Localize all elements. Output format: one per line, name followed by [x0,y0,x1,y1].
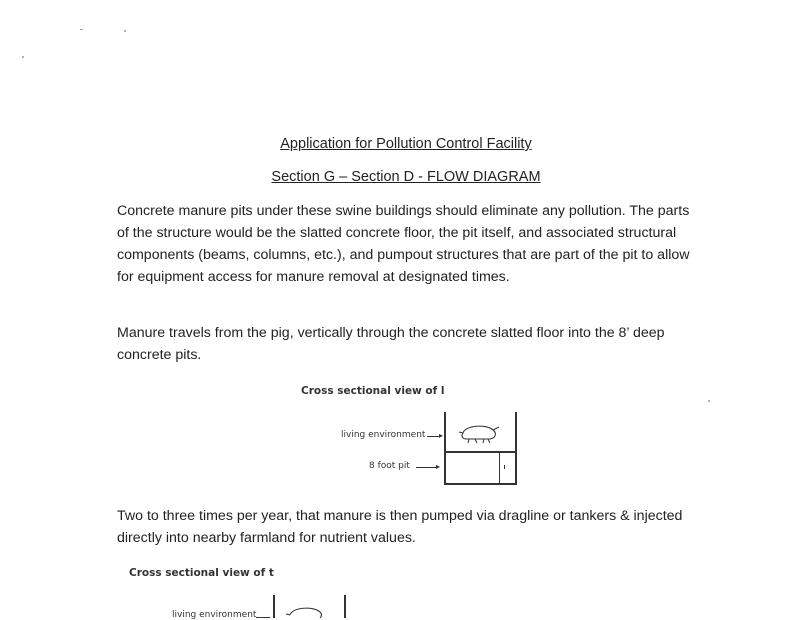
paragraph-manure-pits: Concrete manure pits under these swine buildings should eliminate any pollution. The parts of the structure would be the slatted concrete floor, the pit itself, and associated structural components (beams, columns, etc.), and pumpout structures that are part of the pit to allow for equipment access for manure removal at designated times. [117,203,690,285]
scan-speck [80,29,83,30]
figure-2-caption: Cross sectional view of t [129,567,274,579]
document-subtitle: Section G – Section D - FLOW DIAGRAM [271,169,541,185]
document-title: Application for Pollution Control Facility [280,136,532,152]
figure-2-right-wall [344,595,346,618]
figure-2-living-label: living environment [172,610,257,620]
paragraph-manure-travel: Manure travels from the pig, vertically through the concrete slatted floor into the 8’ deep concrete pits. [117,325,665,363]
scan-speck [708,400,710,402]
pit-arrow-head: ▸ [436,462,441,471]
floor-tick [504,465,505,469]
paragraph-pumping: Two to three times per year, that manure is then pumped via dragline or tankers & injected directly into nearby farmland for nutrient values. [117,508,683,546]
building-left-wall [444,412,446,484]
pig-icon [457,421,503,445]
pit-bottom [444,483,517,485]
scan-speck [22,56,24,58]
building-right-wall [515,412,517,484]
living-arrow-head: ▸ [439,431,444,440]
pig-icon [284,603,330,618]
pit-inner-wall [499,453,500,483]
slatted-floor [444,451,517,453]
figure-2-left-wall [273,595,275,618]
figure-1-pit-label: 8 foot pit [369,461,410,471]
figure-1-living-label: living environment [341,430,426,440]
pit-arrow-line [416,467,438,468]
scan-speck [124,30,126,32]
figure-1-caption: Cross sectional view of l [301,385,445,397]
